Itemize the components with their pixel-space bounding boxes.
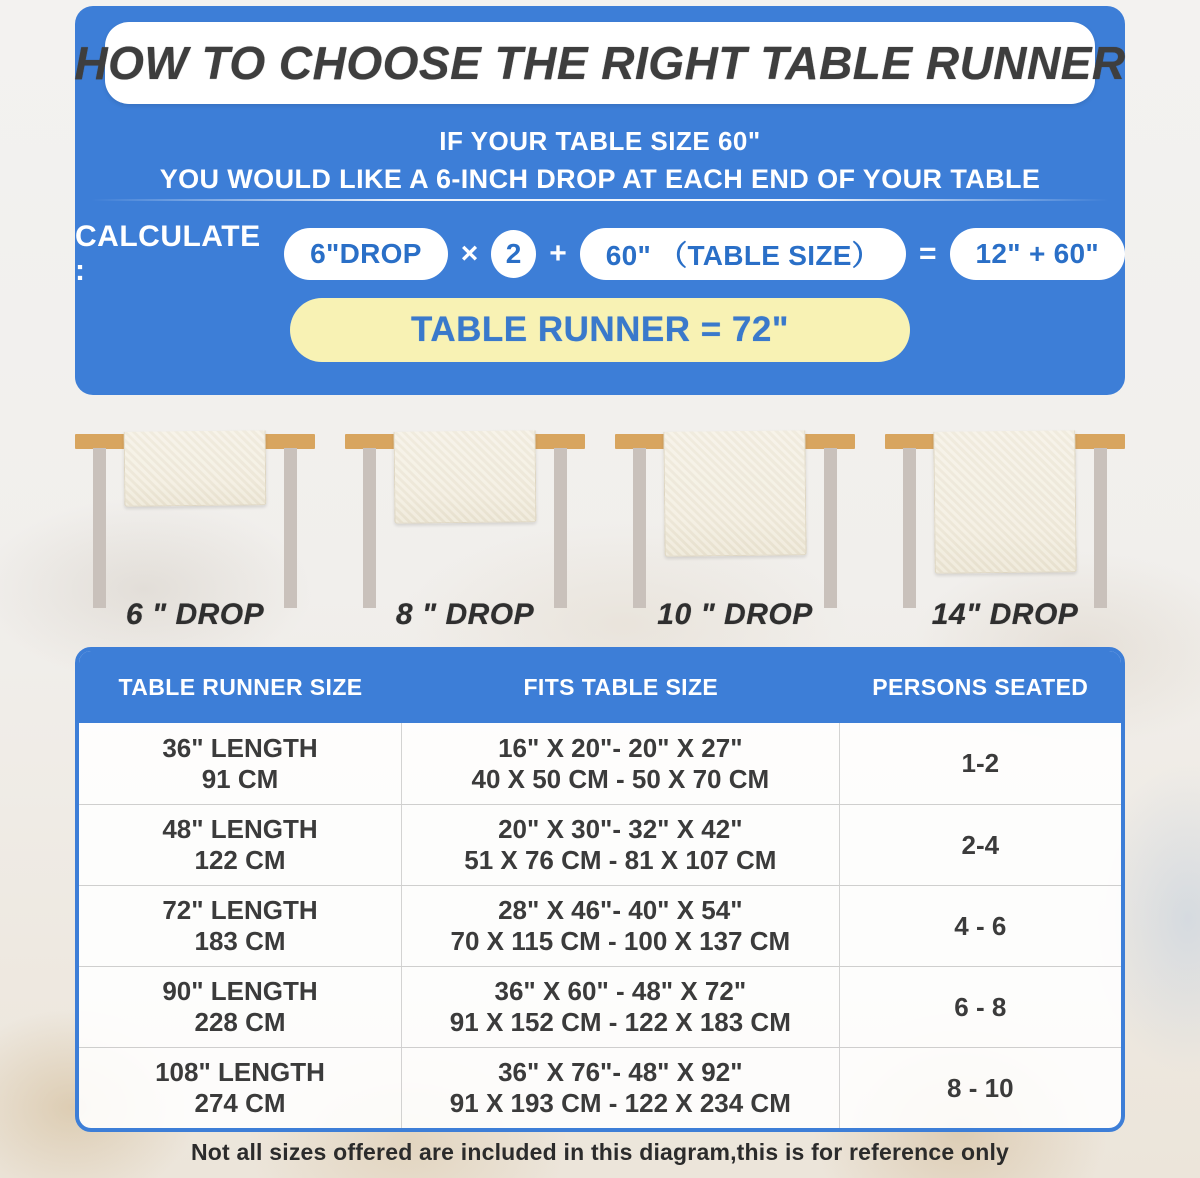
calculate-label: CALCULATE : <box>75 220 261 287</box>
table-leg-icon <box>554 448 567 608</box>
runner-graphic <box>124 430 267 506</box>
runner-graphic <box>933 430 1076 573</box>
result-banner <box>290 298 910 362</box>
page-title: HOW TO CHOOSE THE RIGHT TABLE RUNNER <box>74 37 1126 89</box>
table-illustration-14in <box>885 426 1125 638</box>
persons-cell: 2-4 <box>961 829 1000 860</box>
multiplier-pill: 2 <box>491 230 536 278</box>
intro-line-2: YOU WOULD LIKE A 6-INCH DROP AT EACH END OF YOUR TABLE <box>159 164 1041 194</box>
drop-illustrations <box>75 426 1125 638</box>
table-leg-icon <box>1094 448 1107 608</box>
runner-size-cell: 36" LENGTH 91 CM <box>79 723 402 804</box>
result-text: TABLE RUNNER = 72" <box>411 310 789 349</box>
drop-pill: 6"DROP <box>284 228 448 280</box>
table-leg-icon <box>633 448 646 608</box>
drop-label: 10 " DROP <box>657 598 813 631</box>
persons-cell: 6 - 8 <box>954 991 1007 1022</box>
table-row <box>79 804 1121 885</box>
table-leg-icon <box>363 448 376 608</box>
table-row <box>79 885 1121 966</box>
drop-label: 8 " DROP <box>395 598 535 631</box>
fits-size-cell: 16" X 20"- 20" X 27" 40 X 50 CM - 50 X 70 CM <box>402 723 840 804</box>
runner-size-cell: 72" LENGTH 183 CM <box>79 886 402 966</box>
equals-operator: = <box>919 237 937 270</box>
footer-note: Not all sizes offered are included in this diagram,this is for reference only <box>190 1139 1010 1165</box>
fits-size-cell: 28" X 46"- 40" X 54" 70 X 115 CM - 100 X 137 CM <box>402 886 840 966</box>
plus-operator: + <box>549 237 567 270</box>
column-header-runner-size: TABLE RUNNER SIZE <box>118 673 363 700</box>
table-illustration-8in <box>345 426 585 638</box>
table-illustration-6in <box>75 426 315 638</box>
column-header-fits-size: FITS TABLE SIZE <box>523 673 719 700</box>
table-leg-icon <box>903 448 916 608</box>
column-header-persons: PERSONS SEATED <box>872 673 1089 700</box>
header-panel <box>75 6 1125 395</box>
persons-cell: 4 - 6 <box>954 910 1007 941</box>
intro-line-1: IF YOUR TABLE SIZE 60" <box>439 126 761 156</box>
size-table <box>75 647 1125 1132</box>
table-leg-icon <box>824 448 837 608</box>
table-row <box>79 966 1121 1047</box>
table-leg-icon <box>93 448 106 608</box>
runner-graphic <box>663 430 806 556</box>
multiply-operator: × <box>460 237 479 270</box>
fits-size-cell: 36" X 60" - 48" X 72" 91 X 152 CM - 122 X 183 CM <box>402 967 840 1047</box>
table-size-pill: 60" （TABLE SIZE） <box>580 228 906 280</box>
drop-label: 6 " DROP <box>125 598 265 631</box>
result-pill: 12" + 60" <box>950 228 1125 280</box>
persons-cell: 8 - 10 <box>947 1072 1014 1103</box>
table-row <box>79 723 1121 804</box>
runner-size-cell: 90" LENGTH 228 CM <box>79 967 402 1047</box>
drop-label: 14" DROP <box>931 598 1079 631</box>
table-leg-icon <box>284 448 297 608</box>
runner-size-cell: 108" LENGTH 274 CM <box>79 1048 402 1128</box>
title-banner <box>74 22 1126 104</box>
fits-size-cell: 36" X 76"- 48" X 92" 91 X 193 CM - 122 X 234 CM <box>402 1048 840 1128</box>
runner-size-cell: 48" LENGTH 122 CM <box>79 805 402 885</box>
persons-cell: 1-2 <box>961 748 1000 778</box>
calculation-row <box>75 220 1125 287</box>
table-row <box>79 1047 1121 1128</box>
runner-graphic <box>394 430 537 523</box>
divider-line <box>91 199 1109 201</box>
table-illustration-10in <box>615 426 855 638</box>
fits-size-cell: 20" X 30"- 32" X 42" 51 X 76 CM - 81 X 107 CM <box>402 805 840 885</box>
size-table-header <box>79 651 1121 723</box>
